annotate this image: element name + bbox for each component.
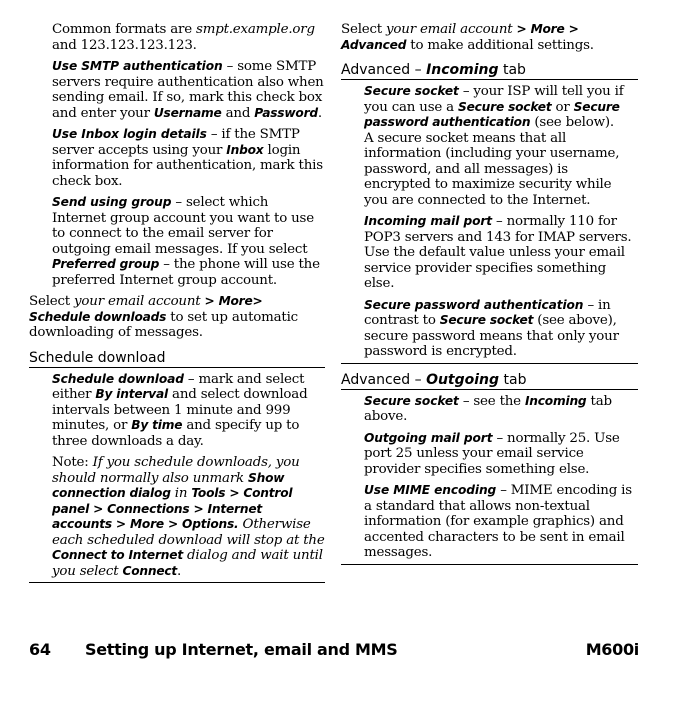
term: Schedule download [52, 371, 184, 386]
example-server: smpt.example.org [196, 22, 315, 37]
inbox-login-item [29, 127, 325, 189]
text: – mark and select either [52, 371, 305, 402]
text: in [170, 486, 192, 501]
ui-label: Username [153, 105, 222, 120]
term: Use MIME encoding [364, 483, 497, 497]
note-item [29, 455, 325, 579]
ui-label: Connect [122, 563, 178, 578]
ui-label: Connect to Internet [52, 548, 183, 562]
ui-label: Secure socket [458, 99, 552, 114]
secure-password-item [341, 298, 638, 360]
term: Outgoing mail port [364, 430, 493, 445]
ui-label: Secure password authentication [364, 99, 620, 129]
smtp-auth-item [29, 59, 325, 121]
text: Otherwise each scheduled download will stop at the [52, 517, 325, 548]
schedule-item [29, 372, 325, 450]
section-divider [341, 564, 638, 565]
text: tab [499, 371, 527, 388]
menu-path: > More > Advanced [341, 22, 579, 52]
advanced-intro [341, 22, 638, 53]
text: and 123.123.123.123. [52, 37, 197, 53]
text: and specify up to three downloads a day. [52, 418, 300, 449]
chapter-title: Setting up Internet, email and MMS [85, 640, 398, 659]
outgoing-socket-item [341, 394, 638, 425]
text: – in contrast to [364, 297, 611, 328]
model-name: M600i [585, 640, 639, 659]
text: tab above. [364, 393, 612, 424]
text: – the phone will use the preferred Internet group account. [52, 257, 320, 288]
text: your email account [74, 294, 201, 309]
text: – see the [458, 393, 525, 409]
term: Secure socket [364, 393, 459, 408]
text: – normally 25. Use port 25 unless your email service provider specifies something else. [364, 430, 620, 477]
schedule-intro [29, 294, 325, 341]
text: or [551, 99, 574, 115]
ui-label: Show connection dialog [52, 470, 285, 500]
ui-label: Secure socket [439, 313, 534, 327]
page-number: 64 [29, 640, 51, 659]
text: – your ISP will tell you if you can use a [364, 84, 624, 115]
text: dialog and wait until you select [52, 548, 323, 579]
text: . [317, 105, 322, 121]
text: – select which Internet group account you want to use to connect to the email server for outgoing email messages. If you select [52, 195, 314, 257]
text: Advanced – [341, 62, 427, 78]
ui-label: Inbox [226, 142, 264, 157]
ui-label: Preferred group [52, 257, 160, 271]
menu-path: > More> Schedule downloads [29, 294, 263, 324]
text: (see below). [530, 115, 614, 130]
send-group-item [29, 195, 325, 288]
term: Send using group [52, 195, 172, 209]
left-column [29, 22, 325, 583]
note-label: Note: [52, 455, 89, 470]
text: Incoming [426, 62, 499, 78]
text: A secure socket means that all information (including your username, password, and all messages) is encrypted to maximize security while you are connected to the Internet. [364, 130, 620, 208]
term: Secure password authentication [364, 297, 584, 312]
text: If you schedule downloads, you should normally also unmark [52, 455, 300, 486]
outgoing-tab-heading [341, 372, 638, 390]
incoming-port-item [341, 214, 638, 292]
text: Select [29, 294, 75, 309]
text: – normally 110 for POP3 servers and 143 for IMAP servers. Use the default value unless your email service provider specifies something else. [364, 214, 632, 291]
schedule-heading: Schedule download [29, 350, 325, 368]
text: – some SMTP servers require authentication also when sending email. If so, mark this check box and enter your [52, 59, 324, 121]
menu-path: Tools > Control panel > Connections > Internet accounts > More > Options. [52, 486, 293, 531]
formats-paragraph [29, 22, 325, 53]
text: and [221, 105, 255, 121]
text: Outgoing [426, 371, 500, 388]
text: Common formats are [52, 22, 197, 37]
term: Incoming mail port [364, 214, 492, 228]
term: Secure socket [364, 84, 459, 98]
text: . [177, 563, 182, 579]
mime-encoding-item [341, 483, 638, 561]
section-divider [29, 582, 325, 583]
text: login information for authentication, mark this check box. [52, 142, 323, 189]
outgoing-port-item [341, 431, 638, 478]
text: tab [498, 62, 526, 78]
ui-label: By time [131, 418, 183, 432]
section-divider [341, 363, 638, 364]
term: Use Inbox login details [52, 127, 207, 141]
text: – if the SMTP server accepts using your [52, 127, 300, 158]
term: Use SMTP authentication [52, 59, 223, 73]
secure-socket-item [341, 84, 638, 208]
ui-label: Password [254, 105, 318, 120]
incoming-tab-heading [341, 62, 638, 80]
text: Select [341, 22, 387, 37]
text: – MIME encoding is a standard that allows non-textual information (for example graphics) and accented characters to be sent in email messages. [364, 483, 632, 560]
text: and select download intervals between 1 minute and 999 minutes, or [52, 387, 308, 433]
ui-label: By interval [95, 387, 168, 401]
text: Advanced – [341, 371, 427, 388]
text: to make additional settings. [406, 37, 594, 53]
right-column [341, 22, 638, 565]
text: your email account [386, 22, 513, 37]
ui-label: Incoming [524, 393, 587, 408]
text: to set up automatic downloading of messages. [29, 309, 298, 340]
text: (see above), secure password means that only your password is encrypted. [364, 313, 619, 359]
